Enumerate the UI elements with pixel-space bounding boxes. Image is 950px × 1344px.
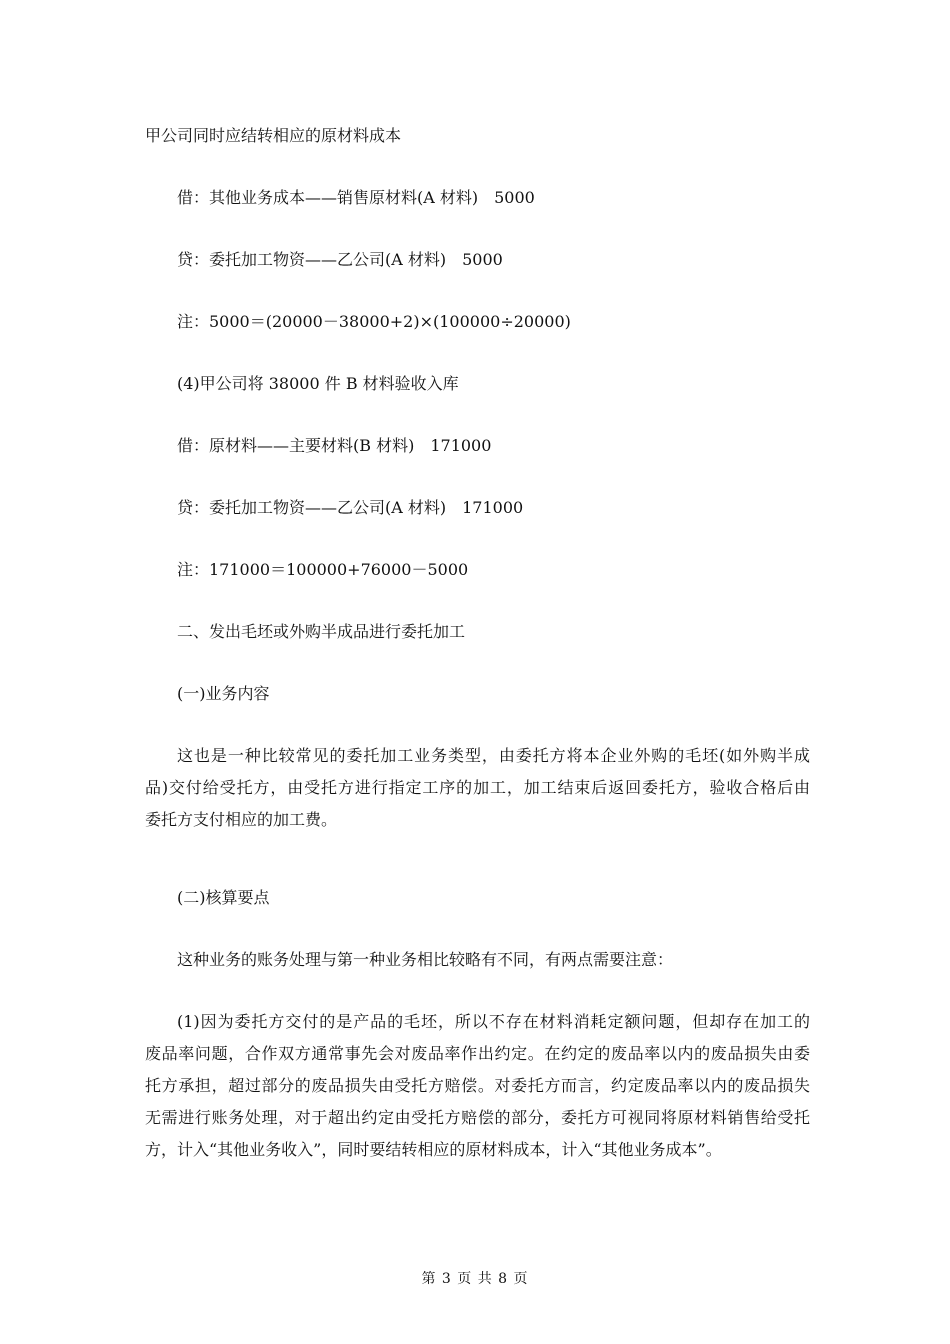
paragraph-business-content [145, 740, 810, 836]
paragraph-line: 这也是一种比较常见的委托加工业务类型，由委托方将本企业外购的毛坯(如外购半成 [177, 746, 810, 765]
paragraph-accounting-points [145, 1006, 810, 1166]
journal-entry-debit: 借：其他业务成本——销售原材料(A 材料) 5000 [177, 188, 535, 207]
note-line: 注：5000＝(20000－38000+2)×(100000÷20000) [177, 312, 571, 331]
note-line: 注：171000＝100000+76000－5000 [177, 560, 469, 579]
page-number-footer: 第 3 页 共 8 页 [421, 1271, 529, 1287]
section-heading: 二、发出毛坯或外购半成品进行委托加工 [177, 622, 466, 641]
paragraph-line: 品)交付给受托方，由受托方进行指定工序的加工，加工结束后返回委托方，验收合格后由 [145, 778, 810, 797]
journal-entry-credit: 贷：委托加工物资——乙公司(A 材料) 5000 [177, 250, 503, 269]
paragraph-line: 无需进行账务处理，对于超出约定由受托方赔偿的部分，委托方可视同将原材料销售给受托 [145, 1108, 810, 1127]
journal-entry-credit: 贷：委托加工物资——乙公司(A 材料) 171000 [177, 498, 524, 517]
text-line: 这种业务的账务处理与第一种业务相比较略有不同，有两点需要注意： [177, 950, 674, 969]
paragraph-line: 托方承担，超过部分的废品损失由受托方赔偿。对委托方而言，约定废品率以内的废品损失 [145, 1076, 810, 1095]
paragraph-line: 方，计入“其他业务收入”，同时要结转相应的原材料成本，计入“其他业务成本”。 [145, 1140, 722, 1159]
paragraph-line: 委托方支付相应的加工费。 [145, 810, 338, 829]
journal-entry-debit: 借：原材料——主要材料(B 材料) 171000 [177, 436, 492, 455]
paragraph-line: 废品率问题，合作双方通常事先会对废品率作出约定。在约定的废品率以内的废品损失由委 [145, 1044, 810, 1063]
paragraph-line: (1)因为委托方交付的是产品的毛坯，所以不存在材料消耗定额问题，但却存在加工的 [177, 1012, 810, 1031]
subsection-heading: (一)业务内容 [177, 684, 270, 703]
step-heading: (4)甲公司将 38000 件 B 材料验收入库 [177, 374, 459, 393]
text-line: 甲公司同时应结转相应的原材料成本 [145, 126, 402, 145]
subsection-heading: (二)核算要点 [177, 888, 270, 907]
